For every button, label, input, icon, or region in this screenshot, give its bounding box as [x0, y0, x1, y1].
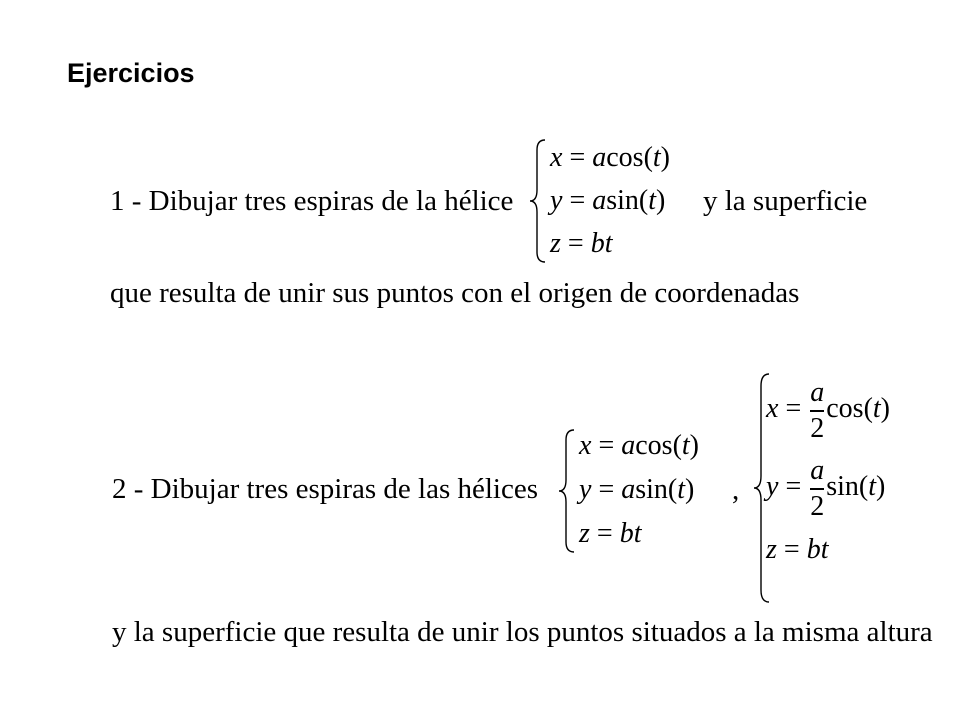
equation-z: z = bt: [766, 534, 829, 565]
fraction: $\frac{a}{2}$: [810, 377, 825, 444]
equation-x: x = acos(t): [550, 142, 670, 173]
equation-y: y = asin(t): [579, 474, 695, 505]
exercise-1-text: 1 - Dibujar tres espiras de la hélice: [110, 185, 514, 217]
left-brace-icon: [528, 138, 548, 264]
equation-z: z = bt: [579, 518, 642, 549]
exercise-2-continuation: y la superficie que resulta de unir los puntos situados a la misma altura: [112, 616, 933, 648]
equation-y: y = $\frac{a}{2}$ sin(t): [766, 455, 886, 522]
exercise-2-text: 2 - Dibujar tres espiras de las hélices: [112, 473, 538, 505]
fraction: $\frac{a}{2}$: [810, 455, 825, 522]
exercise-1-continuation: que resulta de unir sus puntos con el origen de coordenadas: [110, 277, 800, 309]
exercise-1-text-after: y la superficie: [703, 185, 868, 217]
equation-y: y = asin(t): [550, 185, 666, 216]
left-brace-icon: [557, 428, 577, 554]
separator-comma: ,: [732, 474, 740, 506]
equation-x: x = $\frac{a}{2}$ cos(t): [766, 377, 890, 444]
equation-z: z = bt: [550, 228, 613, 259]
equation-x: x = acos(t): [579, 430, 699, 461]
page-title: Ejercicios: [67, 58, 195, 88]
